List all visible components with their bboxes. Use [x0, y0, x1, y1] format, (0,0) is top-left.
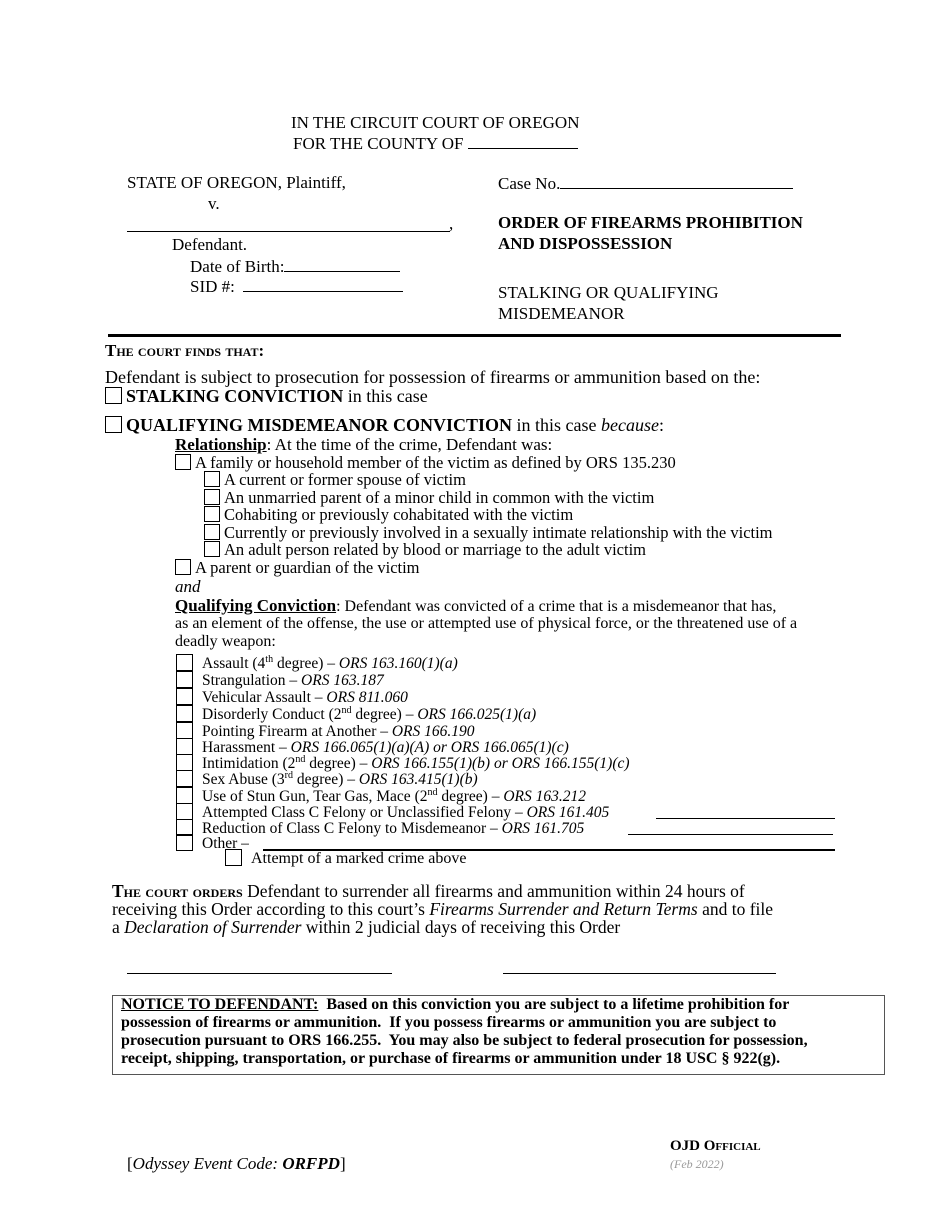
crime-checkbox[interactable] [176, 803, 193, 820]
crime-option[interactable] [176, 754, 630, 771]
qualifying-rest: in this case [512, 415, 602, 435]
defendant-label: Defendant. [172, 235, 248, 254]
document-subtitle-line2: MISDEMEANOR [498, 304, 625, 323]
relationship-label: Currently or previously involved in a sexually intimate relationship with the victim [224, 523, 773, 542]
qualifying-conviction-line3: deadly weapon: [175, 633, 276, 650]
crime-checkbox[interactable] [176, 722, 193, 739]
stalking-label: STALKING CONVICTION [126, 386, 344, 406]
orders-text: and to file [697, 899, 774, 919]
crime-checkbox[interactable] [176, 671, 193, 688]
bracket: [ [127, 1154, 133, 1173]
crime-statute: ORS 166.155(1)(b) or ORS 166.155(1)(c) [371, 755, 630, 772]
relationship-label: Cohabiting or previously cohabitated with the victim [224, 505, 574, 524]
qualifying-conviction-text: : Defendant was convicted of a crime that is a misdemeanor that has, [336, 598, 777, 615]
findings-heading: The court finds that: [105, 341, 265, 360]
qualifying-checkbox[interactable] [105, 416, 122, 433]
crime-option[interactable] [176, 671, 384, 688]
relationship-option[interactable] [204, 506, 573, 524]
dob-label: Date of Birth: [190, 257, 285, 276]
attempt-option[interactable] [225, 849, 466, 868]
county-line [293, 133, 578, 154]
orders-heading: The court orders [112, 881, 243, 901]
qualifying-label: QUALIFYING MISDEMEANOR CONVICTION [126, 415, 513, 435]
ojd-official: OJD Official [670, 1138, 761, 1154]
orders-terms: Firearms Surrender and Return Terms [429, 899, 698, 919]
qualifying-conviction-line2: as an element of the offense, the use or attempted use of physical force, or the threatened use of a [175, 615, 798, 632]
crime-checkbox[interactable] [176, 754, 193, 771]
family-member-checkbox[interactable] [175, 454, 191, 470]
case-no-row [498, 173, 793, 194]
crime-sup: th [265, 654, 274, 665]
relationship-heading [175, 435, 552, 454]
crime-statute: ORS 166.190 [391, 723, 475, 740]
sid-row [190, 276, 403, 297]
qualifying-because: because [601, 415, 659, 435]
crime-label: Reduction of Class C Felony to Misdemeanor – [202, 820, 502, 837]
crime-label: Use of Stun Gun, Tear Gas, Mace (2 [202, 788, 428, 805]
crime-statute: ORS 163.160(1)(a) [338, 655, 458, 672]
crime-option[interactable] [176, 654, 458, 671]
crime-label: Vehicular Assault – [202, 689, 327, 706]
attempt-label: Attempt of a marked crime above [251, 850, 467, 867]
crime-statute: ORS 163.415(1)(b) [358, 771, 478, 788]
qualifying-conviction-label: Qualifying Conviction [175, 596, 337, 615]
relationship-option[interactable] [204, 471, 466, 489]
findings-intro: Defendant is subject to prosecution for possession of firearms or ammunition based on the: [105, 367, 761, 387]
county-label: FOR THE COUNTY OF [293, 134, 464, 153]
notice-text: Based on this conviction you are subject to a lifetime prohibition for [318, 996, 790, 1013]
sid-label: SID #: [190, 277, 235, 296]
orders-text: Defendant to surrender all firearms and ammunition within 24 hours of [242, 881, 745, 901]
stalking-rest: in this case [343, 386, 428, 406]
bracket: ] [339, 1154, 346, 1173]
crime-checkbox[interactable] [176, 705, 193, 722]
crime-label: Pointing Firearm at Another – [202, 723, 392, 740]
event-code [127, 1154, 346, 1174]
crime-checkbox[interactable] [176, 834, 193, 851]
and-label: and [175, 577, 201, 596]
revision-date: (Feb 2022) [670, 1157, 724, 1171]
crime-label-post: degree) – [351, 706, 418, 723]
notice-line2: possession of firearms or ammunition. If you possess firearms or ammunition you are subject to [121, 1014, 777, 1031]
attempted-felony-field[interactable] [656, 818, 835, 819]
crime-checkbox[interactable] [176, 688, 193, 705]
notice-line4: receipt, shipping, transportation, or purchase of firearms or ammunition under 18 USC § 922(g). [121, 1050, 781, 1067]
comma: , [449, 214, 454, 233]
crime-checkbox[interactable] [176, 787, 193, 804]
orders-text: within 2 judicial days of receiving this Order [301, 917, 621, 937]
relationship-checkbox[interactable] [204, 524, 220, 540]
caption-divider [108, 334, 841, 337]
crime-checkbox[interactable] [176, 770, 193, 787]
reduction-felony-field[interactable] [628, 834, 833, 835]
parent-guardian-label: A parent or guardian of the victim [195, 558, 420, 577]
relationship-label: An adult person related by blood or marriage to the adult victim [224, 540, 647, 559]
crime-sup: nd [295, 754, 306, 765]
crime-option[interactable] [176, 770, 478, 787]
signature-line-right[interactable] [503, 973, 776, 974]
document-title-line2: AND DISPOSSESSION [498, 234, 673, 253]
crime-checkbox[interactable] [176, 654, 193, 671]
case-no-field[interactable] [560, 173, 793, 189]
crime-label-post: degree) – [437, 788, 504, 805]
crime-statute: ORS 811.060 [326, 689, 408, 706]
crime-option[interactable] [176, 803, 609, 820]
crime-statute: ORS 166.065(1)(a)(A) or ORS 166.065(1)(c) [290, 739, 569, 756]
dob-row [190, 256, 400, 277]
crime-label: Strangulation – [202, 672, 302, 689]
crime-label-post: degree) – [305, 755, 372, 772]
family-member-label: A family or household member of the victim as defined by ORS 135.230 [195, 453, 676, 472]
parent-guardian-checkbox[interactable] [175, 559, 191, 575]
orders-text: receiving this Order according to this court’s [112, 899, 430, 919]
relationship-label: A current or former spouse of victim [224, 470, 466, 489]
qualifying-conviction-line1 [175, 597, 776, 616]
crime-label: Attempted Class C Felony or Unclassified Felony – [202, 804, 527, 821]
relationship-option[interactable] [204, 541, 646, 559]
qualifying-option[interactable] [105, 415, 664, 435]
crime-statute: ORS 166.025(1)(a) [417, 706, 537, 723]
crime-option[interactable] [176, 722, 475, 739]
orders-line3 [112, 918, 620, 937]
court-name: IN THE CIRCUIT COURT OF OREGON [291, 113, 580, 132]
crime-sup: nd [427, 787, 438, 798]
crime-label-post: degree) – [273, 655, 339, 672]
crime-statute: ORS 163.212 [503, 788, 586, 805]
relationship-checkbox[interactable] [204, 471, 220, 487]
stalking-checkbox[interactable] [105, 387, 122, 404]
crime-option[interactable] [176, 705, 536, 722]
notice-line1 [121, 996, 789, 1015]
document-title-line1: ORDER OF FIREARMS PROHIBITION [498, 213, 803, 232]
relationship-label: An unmarried parent of a minor child in common with the victim [224, 488, 655, 507]
versus-label: v. [208, 194, 220, 213]
county-field[interactable] [468, 133, 578, 149]
document-subtitle-line1: STALKING OR QUALIFYING [498, 283, 719, 302]
crime-option[interactable] [176, 738, 569, 755]
relationship-checkbox[interactable] [204, 541, 220, 557]
event-code-label: Odyssey Event Code: [132, 1154, 283, 1173]
case-no-label: Case No. [498, 174, 561, 193]
dob-field[interactable] [284, 256, 400, 272]
crime-label: Other – [202, 835, 249, 852]
orders-text: a [112, 917, 125, 937]
parent-guardian-option[interactable] [175, 559, 420, 577]
crime-label: Harassment – [202, 739, 291, 756]
notice-line3: prosecution pursuant to ORS 166.255. You may also be subject to federal prosecution for possession, [121, 1032, 808, 1049]
crime-label: Intimidation (2 [202, 755, 296, 772]
attempt-checkbox[interactable] [225, 849, 242, 866]
relationship-checkbox[interactable] [204, 506, 220, 522]
crime-statute: ORS 161.405 [526, 804, 610, 821]
colon: : [659, 415, 665, 435]
event-code-value: ORFPD [282, 1154, 340, 1173]
crime-option[interactable] [176, 787, 586, 804]
crime-label-post: degree) – [293, 771, 359, 788]
relationship-text: : At the time of the crime, Defendant was: [266, 435, 553, 454]
stalking-option[interactable] [105, 386, 428, 406]
signature-line-left[interactable] [127, 973, 392, 974]
crime-label: Sex Abuse (3 [202, 771, 285, 788]
relationship-checkbox[interactable] [204, 489, 220, 505]
plaintiff-label: STATE OF OREGON, Plaintiff, [127, 173, 346, 192]
crime-label: Disorderly Conduct (2 [202, 706, 342, 723]
crime-option[interactable] [176, 688, 408, 705]
crime-sup: nd [341, 705, 352, 716]
orders-declaration: Declaration of Surrender [124, 917, 302, 937]
sid-field[interactable] [243, 276, 403, 292]
notice-label: NOTICE TO DEFENDANT: [121, 996, 319, 1013]
crime-sup: rd [284, 770, 294, 781]
crime-statute: ORS 161.705 [501, 820, 585, 837]
crime-checkbox[interactable] [176, 738, 193, 755]
crime-statute: ORS 163.187 [301, 672, 384, 689]
defendant-name-field[interactable] [127, 231, 450, 232]
relationship-label: Relationship [175, 435, 267, 454]
crime-label: Assault (4 [202, 655, 266, 672]
